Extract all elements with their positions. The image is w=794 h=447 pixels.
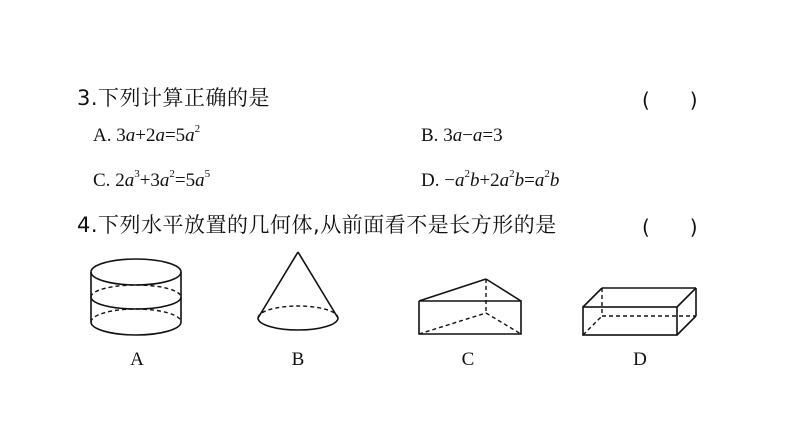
option-a-label: A.	[93, 125, 112, 146]
option-c	[93, 170, 210, 192]
question-4-stem: 4.下列水平放置的几何体,从前面看不是长方形的是	[77, 213, 557, 237]
cone-figure	[255, 250, 345, 340]
option-b-expression: 3a−a=3	[443, 125, 503, 146]
cylinder-figure	[90, 258, 190, 338]
option-b	[421, 125, 503, 147]
figure-a-label: A	[130, 349, 144, 370]
option-a	[93, 125, 200, 147]
question-3-answer-paren: ( )	[642, 88, 698, 112]
figure-b-label: B	[291, 349, 305, 370]
triangular-prism-figure	[418, 270, 528, 340]
option-d	[421, 170, 559, 192]
question-4-answer-paren: ( )	[642, 215, 698, 239]
option-a-expression: $3a+2a=5a^2$	[116, 123, 201, 146]
option-d-expression: $-a^2b+2a^2b=a^2b$	[444, 168, 560, 191]
question-3-stem: 3.下列计算正确的是	[77, 86, 271, 110]
rectangular-prism-figure	[582, 284, 702, 339]
option-d-label: D.	[421, 170, 440, 191]
option-c-label: C.	[93, 170, 111, 191]
option-b-label: B.	[421, 125, 439, 146]
figure-c-label: C	[461, 349, 475, 370]
option-c-expression: $2a^3+3a^2=5a^5$	[115, 168, 211, 191]
figure-d-label: D	[633, 349, 647, 370]
